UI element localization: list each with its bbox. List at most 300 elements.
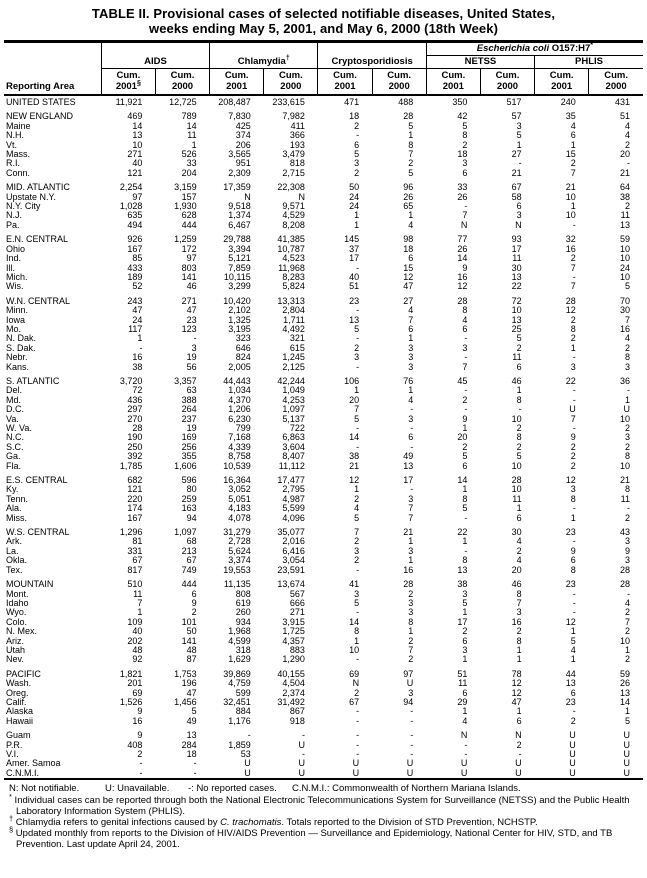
row-label: Amer. Samoa [6, 759, 61, 769]
chlamydia-footnote-marker: † [285, 54, 290, 62]
cell-value: 10 [511, 414, 522, 424]
cell-value: 3 [516, 211, 522, 221]
row-label: Idaho [6, 598, 29, 608]
table-row [4, 646, 643, 655]
table-row [4, 741, 643, 750]
cell-value: U [569, 405, 576, 415]
cell-value: 11 [512, 353, 522, 363]
cell-value: - [572, 424, 576, 433]
cell-value: - [464, 386, 468, 396]
cell-value: 13 [619, 688, 630, 698]
legend-no-reported-cases: -: No reported cases. [188, 783, 277, 795]
cell-value: 4,183 [228, 504, 251, 514]
cell-value: 436 [127, 395, 143, 405]
cell-value: 1,028 [119, 202, 143, 212]
cell-value: 193 [289, 140, 305, 150]
cell-value: 3,479 [282, 150, 305, 160]
cell-value: 1 [570, 140, 576, 150]
table-row [4, 264, 643, 273]
cell-value: 884 [235, 707, 251, 717]
cell-value: 32,451 [223, 697, 251, 707]
table-row [4, 717, 643, 726]
cell-value: U [298, 759, 305, 769]
table-row [4, 386, 643, 395]
cell-value: 4 [624, 131, 630, 141]
cell-value: 85 [132, 254, 143, 264]
cell-value: 494 [127, 220, 143, 230]
cell-value: 1 [516, 140, 522, 150]
cell-value: 10 [619, 254, 630, 264]
column-group-netss: NETSS [426, 55, 534, 69]
cell-value: 2,005 [228, 362, 251, 372]
cell-value: 6 [462, 461, 468, 471]
table-row [4, 485, 643, 494]
cell-value: 8 [570, 565, 576, 575]
cell-value: 1 [516, 655, 522, 665]
footnote: † Chlamydia refers to genital infections caused by C. trachomatis. Totals reported to the Division of STD Prevention, NCHSTP. [9, 814, 538, 829]
row-label: NEW ENGLAND [6, 112, 74, 122]
cell-value: 51 [457, 669, 468, 679]
cell-value: - [193, 334, 197, 344]
cell-value: 11 [458, 679, 468, 689]
cell-value: 331 [127, 546, 143, 556]
cell-value: 2 [570, 254, 576, 264]
cell-value: 18 [349, 112, 360, 122]
cell-value: 38 [457, 580, 468, 590]
cell-value: 12 [565, 476, 576, 486]
row-label: Mich. [6, 272, 28, 282]
cell-value: 2 [462, 395, 468, 405]
cell-value: 5 [408, 121, 414, 131]
cell-value: 433 [127, 263, 143, 273]
row-label: N.J. [6, 211, 23, 221]
cell-value: 2 [570, 442, 576, 452]
cell-value: 38 [619, 192, 630, 202]
table-row [4, 608, 643, 617]
table-row [4, 514, 643, 523]
cell-value: 70 [619, 296, 630, 306]
cell-value: 1 [354, 485, 360, 495]
row-label: Ill. [6, 263, 15, 273]
row-label: Tenn. [6, 494, 29, 504]
row-label: N.Y. City [6, 202, 41, 212]
cell-value: 9 [570, 546, 576, 556]
cell-value: 5 [462, 121, 468, 131]
cell-value: 2 [624, 442, 630, 452]
cell-value: 6,863 [282, 433, 305, 443]
table-row [4, 353, 643, 362]
cell-value: 28 [619, 565, 630, 575]
cell-value: N [460, 220, 468, 230]
table-row [4, 599, 643, 608]
cell-value: 51 [619, 112, 630, 122]
table-row [4, 211, 643, 220]
cell-value: 1 [354, 386, 360, 396]
cell-value: 40 [132, 159, 143, 169]
cell-value: 5 [516, 131, 522, 141]
cell-value: U [623, 405, 630, 415]
cell-value: 21 [403, 528, 414, 538]
cell-value: 2 [408, 159, 414, 169]
cell-value: 366 [289, 131, 305, 141]
table-row [4, 495, 643, 504]
row-label: Utah [6, 645, 26, 655]
cell-value: 24 [349, 202, 360, 212]
cell-value: 918 [289, 716, 305, 726]
cell-value: 57 [511, 112, 522, 122]
table-row [4, 537, 643, 546]
cell-value: 7 [462, 211, 468, 221]
cell-value: 47 [403, 282, 414, 292]
cell-value: 1 [462, 655, 468, 665]
cell-value: 4,599 [228, 636, 251, 646]
cell-value: - [627, 386, 630, 396]
cell-value: - [572, 220, 576, 230]
cell-value: 803 [181, 263, 197, 273]
table-row [4, 193, 643, 202]
cell-value: 13 [403, 461, 414, 471]
cell-value: - [572, 504, 576, 514]
cell-value: 1,374 [228, 211, 251, 221]
cell-value: - [193, 768, 197, 778]
row-label: Ariz. [6, 636, 24, 646]
cell-value: 1,859 [228, 740, 251, 750]
cell-value: 4 [516, 537, 522, 547]
cell-value: 1 [354, 636, 360, 646]
cell-value: - [464, 405, 468, 415]
cell-value: 4 [408, 220, 414, 230]
cell-value: 3,357 [174, 376, 197, 386]
legend-row [0, 780, 647, 795]
cell-value: 3 [408, 546, 414, 556]
cell-value: 8,758 [228, 452, 251, 462]
cell-value: 17 [457, 617, 468, 627]
cell-value: 78 [511, 669, 522, 679]
cell-value: 10 [132, 140, 143, 150]
cell-value: 6,230 [228, 414, 251, 424]
row-label: Minn. [6, 306, 29, 316]
cell-value: 39,869 [223, 669, 251, 679]
cell-value: 7 [570, 263, 576, 273]
cell-value: 3 [408, 688, 414, 698]
table-row [4, 122, 643, 131]
cell-value: 53 [240, 750, 251, 759]
ecoli-footnote-marker: * [590, 41, 594, 49]
cell-value: 3,915 [282, 617, 305, 627]
cell-value: 2 [570, 452, 576, 462]
cell-value: 206 [235, 140, 251, 150]
table-title [0, 6, 647, 36]
cell-value: 23 [565, 528, 576, 538]
cell-value: 2 [570, 334, 576, 344]
cell-value: 12 [511, 679, 522, 689]
cell-value: 13 [511, 315, 522, 325]
cell-value: 10 [511, 461, 522, 471]
cell-value: 12 [565, 306, 576, 316]
cell-value: 9 [137, 731, 143, 741]
cell-value: 41 [349, 580, 360, 590]
cell-value: 220 [127, 494, 143, 504]
cell-value: 97 [132, 192, 143, 202]
table-header [4, 42, 643, 96]
cell-value: 2,016 [282, 537, 305, 547]
cell-value: 8 [462, 131, 468, 141]
row-label: Vt. [6, 140, 18, 150]
cell-value: 5 [408, 168, 414, 178]
cell-value: 1 [354, 211, 360, 221]
cell-value: 1,930 [174, 202, 197, 212]
cell-value: 33 [186, 159, 197, 169]
cell-value: 32 [565, 235, 576, 245]
cell-value: 26 [403, 192, 414, 202]
cell-value: 12 [511, 688, 522, 698]
cell-value: 69 [132, 688, 143, 698]
cell-value: 3,720 [119, 376, 143, 386]
cell-value: 2 [516, 442, 522, 452]
cell-value: 31,492 [277, 697, 305, 707]
table-row [4, 707, 643, 716]
cell-value: 11 [620, 494, 630, 504]
cell-value: 1,290 [282, 655, 305, 665]
cell-value: 2,804 [282, 306, 305, 316]
cell-value: N [298, 192, 305, 202]
column-header-cum-2001: Cum. 2001 [426, 69, 480, 96]
cell-value: 3 [191, 343, 197, 353]
cell-value: 5,624 [228, 546, 251, 556]
cell-value: 5 [354, 150, 360, 160]
cell-value: 2 [624, 655, 630, 665]
cell-value: 28 [511, 476, 522, 486]
cell-value: - [356, 263, 360, 273]
cell-value: 97 [403, 669, 414, 679]
cell-value: 2,374 [282, 688, 305, 698]
cell-value: 9 [462, 263, 468, 273]
cell-value: 38 [349, 452, 360, 462]
cell-value: 2 [516, 740, 522, 750]
cell-value: 2 [624, 424, 630, 433]
cell-value: 2 [408, 589, 414, 599]
cell-value: 7,982 [282, 112, 305, 122]
cell-value: 28 [457, 296, 468, 306]
cell-value: 8,283 [282, 272, 305, 282]
table-body [4, 95, 643, 779]
table-row [4, 655, 643, 664]
cell-value: 824 [235, 353, 251, 363]
table-row [4, 282, 643, 291]
cell-value: 4 [354, 504, 360, 514]
cell-value: 10 [619, 244, 630, 254]
table-row [4, 150, 643, 159]
cell-value: - [247, 731, 251, 741]
cell-value: 7 [354, 528, 360, 538]
cell-value: - [410, 716, 414, 726]
cell-value: 9 [137, 707, 143, 717]
cell-value: 8 [516, 395, 522, 405]
cell-value: 7 [408, 315, 414, 325]
cell-value: 2 [354, 121, 360, 131]
cell-value: 167 [127, 244, 143, 254]
row-label: D.C. [6, 405, 24, 415]
cell-value: 2 [570, 461, 576, 471]
row-label: N. Dak. [6, 334, 37, 344]
cell-value: 18 [403, 244, 414, 254]
cell-value: 16 [511, 617, 522, 627]
cell-value: U [623, 759, 630, 769]
cell-value: 2,102 [228, 306, 251, 316]
table-row [4, 245, 643, 254]
cell-value: 12 [565, 617, 576, 627]
table-row [4, 95, 643, 107]
cell-value: 3 [408, 362, 414, 372]
cell-value: 3 [408, 608, 414, 618]
cell-value: - [464, 546, 468, 556]
cell-value: U [244, 768, 251, 778]
cell-value: 7,859 [228, 263, 251, 273]
cell-value: 318 [235, 645, 251, 655]
cell-value: 67 [132, 556, 143, 566]
cell-value: 94 [403, 697, 414, 707]
cell-value: - [356, 608, 360, 618]
column-header-cum-2001: Cum. 2001 [318, 69, 372, 96]
cell-value: - [410, 405, 414, 415]
cell-value: 51 [349, 282, 360, 292]
cell-value: 628 [181, 211, 197, 221]
cell-value: - [356, 750, 360, 759]
ecoli-serotype-label: O157:H7 [549, 43, 591, 54]
cell-value: 4,492 [282, 324, 305, 334]
cell-value: 4,339 [228, 442, 251, 452]
cell-value: 6 [462, 324, 468, 334]
ecoli-italic-label: Escherichia coli [476, 43, 550, 54]
table-row [4, 504, 643, 513]
cryptosporidiosis-label: Cryptosporidiosis [331, 55, 413, 67]
cell-value: 926 [127, 235, 143, 245]
cell-value: 106 [344, 376, 360, 386]
cell-value: 4 [408, 306, 414, 316]
row-label: Nev. [6, 655, 24, 665]
table-row [4, 759, 643, 768]
cell-value: 2 [408, 655, 414, 665]
cell-value: 517 [506, 97, 522, 107]
cell-value: 1 [408, 386, 414, 396]
row-label: S.C. [6, 442, 24, 452]
cell-value: 4 [624, 598, 630, 608]
cell-value: 4 [408, 395, 414, 405]
cell-value: 48 [186, 645, 197, 655]
cell-value: 36 [619, 376, 630, 386]
cell-value: U [406, 768, 414, 778]
cell-value: 5 [624, 282, 630, 292]
cell-value: 14 [349, 433, 360, 443]
cell-value: 4,357 [282, 636, 305, 646]
cell-value: 21 [619, 168, 630, 178]
cell-value: 3,374 [228, 556, 251, 566]
cell-value: 8,208 [282, 220, 305, 230]
cell-value: 5 [354, 513, 360, 523]
cell-value: 9,571 [282, 202, 305, 212]
cell-value: 3,604 [282, 442, 305, 452]
cell-value: 16,364 [223, 476, 251, 486]
cell-value: 23 [565, 697, 576, 707]
cell-value: 8 [462, 306, 468, 316]
cell-value: 2,728 [228, 537, 251, 547]
cell-value: 44 [565, 669, 576, 679]
cell-value: 2 [624, 202, 630, 212]
cell-value: 6 [516, 716, 522, 726]
cell-value: 1,245 [282, 353, 305, 363]
cell-value: 1 [408, 211, 414, 221]
row-label: Iowa [6, 315, 26, 325]
table-row [4, 698, 643, 707]
cell-value: 16 [619, 324, 630, 334]
cell-value: 13 [457, 565, 468, 575]
cell-value: 25 [511, 324, 522, 334]
cell-value: U [515, 768, 522, 778]
cell-value: 749 [181, 565, 197, 575]
cell-value: 98 [403, 235, 414, 245]
cell-value: 10,115 [223, 272, 251, 282]
cell-value: 47 [511, 697, 522, 707]
cell-value: 29 [457, 697, 468, 707]
legend-cnmi: C.N.M.I.: Commonwealth of Northern Mariana Islands. [292, 783, 521, 795]
cell-value: 1 [408, 556, 414, 566]
cell-value: - [356, 716, 360, 726]
cell-value: 240 [560, 97, 576, 107]
row-label: Ga. [6, 452, 21, 462]
cell-value: 2,125 [282, 362, 305, 372]
cell-value: 37 [349, 244, 360, 254]
cell-value: 425 [235, 121, 251, 131]
cell-value: 10 [565, 192, 576, 202]
cell-value: 64 [619, 183, 630, 193]
column-group-chlamydia [210, 42, 318, 69]
cell-value: 867 [289, 707, 305, 717]
aids-label: AIDS [144, 55, 167, 67]
cell-value: 42 [457, 112, 468, 122]
cell-value: 47 [186, 688, 197, 698]
cell-value: 567 [289, 589, 305, 599]
cell-value: 174 [127, 504, 143, 514]
footnote: § Updated monthly from reports to the Division of HIV/AIDS Prevention — Surveillance and Epidemiology, National Center for HIV, STD, and TB Prevention. Last update April 24, 2001. [9, 825, 613, 851]
cell-value: 799 [235, 424, 251, 433]
cell-value: 30 [511, 528, 522, 538]
cell-value: - [464, 353, 468, 363]
cell-value: - [572, 395, 576, 405]
cell-value: 526 [181, 150, 197, 160]
cell-value: 22 [511, 282, 522, 292]
column-header-cum-2000: Cum. 2000 [480, 69, 534, 96]
cell-value: 1 [516, 386, 522, 396]
row-label: Maine [6, 121, 31, 131]
cell-value: 5 [462, 504, 468, 514]
cell-value: 4,096 [282, 513, 305, 523]
cell-value: - [301, 750, 305, 759]
cell-value: N [515, 220, 522, 230]
cell-value: 14 [457, 476, 468, 486]
cell-value: 1,526 [119, 697, 143, 707]
cell-value: 21 [349, 461, 360, 471]
cell-value: 19 [186, 424, 197, 433]
cell-value: 3,159 [174, 183, 197, 193]
column-header-cum-2001: Cum. 2001 [535, 69, 589, 96]
cell-value: 5 [462, 452, 468, 462]
cell-value: 619 [235, 598, 251, 608]
row-label: Upstate N.Y. [6, 192, 56, 202]
cell-value: 3 [624, 537, 630, 547]
cell-value: 1,097 [282, 405, 305, 415]
cell-value: 26 [457, 192, 468, 202]
row-label: R.I. [6, 159, 21, 169]
